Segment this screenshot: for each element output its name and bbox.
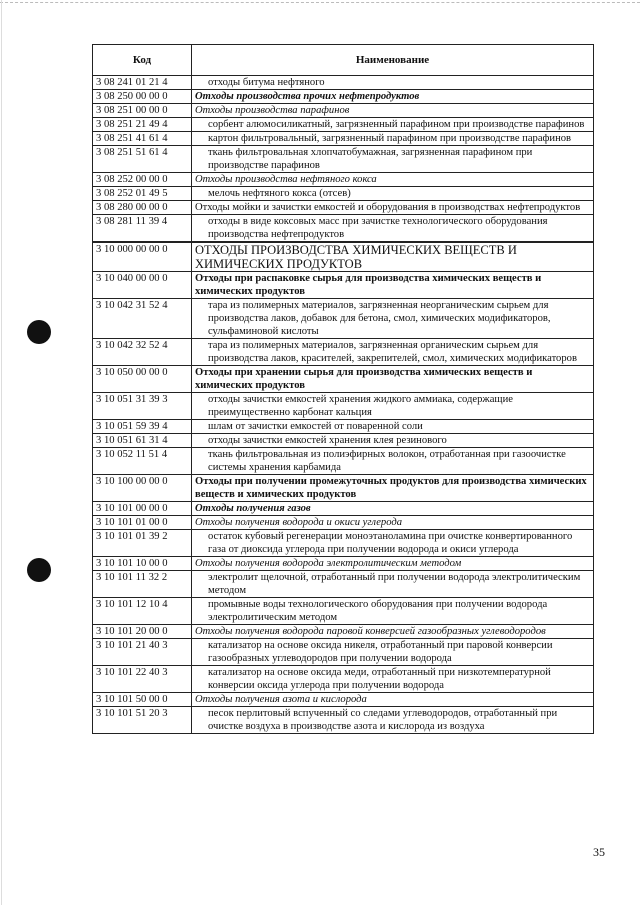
- waste-code: 3 08 281 11 39 4: [93, 215, 192, 242]
- waste-name: Отходы получения газов: [192, 502, 594, 516]
- table-row: [93, 132, 594, 146]
- waste-code: 3 10 101 10 00 0: [93, 557, 192, 571]
- waste-name: ОТХОДЫ ПРОИЗВОДСТВА ХИМИЧЕСКИХ ВЕЩЕСТВ И ХИМИЧЕСКИХ ПРОДУКТОВ: [192, 243, 594, 272]
- table-row: [93, 299, 594, 339]
- waste-code: 3 10 101 12 10 4: [93, 598, 192, 625]
- waste-name: катализатор на основе оксида меди, отработанный при низкотемпературной конверсии оксида углерода при получении водорода: [192, 666, 594, 693]
- waste-name: Отходы производства прочих нефтепродуктов: [192, 90, 594, 104]
- table-row: [93, 625, 594, 639]
- waste-name: мелочь нефтяного кокса (отсев): [192, 187, 594, 201]
- punch-hole: [27, 320, 51, 344]
- waste-name: ткань фильтровальная хлопчатобумажная, загрязненная парафином при производстве парафинов: [192, 146, 594, 173]
- waste-name: катализатор на основе оксида никеля, отработанный при паровой конверсии газообразных углеводородов при получении водорода: [192, 639, 594, 666]
- table-row: [93, 366, 594, 393]
- table-body: [93, 76, 594, 734]
- waste-code: 3 10 101 01 00 0: [93, 516, 192, 530]
- table-row: [93, 201, 594, 215]
- waste-code: 3 08 251 51 61 4: [93, 146, 192, 173]
- waste-code: 3 10 042 31 52 4: [93, 299, 192, 339]
- waste-code: 3 10 000 00 00 0: [93, 243, 192, 272]
- waste-name: отходы зачистки емкостей хранения клея резинового: [192, 434, 594, 448]
- waste-code: 3 10 050 00 00 0: [93, 366, 192, 393]
- waste-name: тара из полимерных материалов, загрязненная органическим сырьем для производства лаков, красителей, закрепителей, смол, химических модификаторов: [192, 339, 594, 366]
- waste-code: 3 10 051 31 39 3: [93, 393, 192, 420]
- table-row: [93, 76, 594, 90]
- waste-code: 3 08 252 00 00 0: [93, 173, 192, 187]
- waste-name: песок перлитовый вспученный со следами углеводородов, отработанный при очистке воздуха в производстве азота и кислорода из воздуха: [192, 707, 594, 734]
- table-row: [93, 475, 594, 502]
- waste-name: Отходы мойки и зачистки емкостей и оборудования в производствах нефтепродуктов: [192, 201, 594, 215]
- table-row: [93, 598, 594, 625]
- waste-code: 3 08 241 01 21 4: [93, 76, 192, 90]
- table-row: [93, 272, 594, 299]
- waste-name: Отходы получения азота и кислорода: [192, 693, 594, 707]
- table-header-row: [93, 45, 594, 76]
- waste-code: 3 10 051 61 31 4: [93, 434, 192, 448]
- table-row: [93, 530, 594, 557]
- waste-name: картон фильтровальный, загрязненный парафином при производстве парафинов: [192, 132, 594, 146]
- waste-name: Отходы получения водорода паровой конверсией газообразных углеводородов: [192, 625, 594, 639]
- page-edge-top: [0, 2, 640, 3]
- waste-code: 3 10 100 00 00 0: [93, 475, 192, 502]
- table-row: [93, 557, 594, 571]
- waste-code: 3 08 251 21 49 4: [93, 118, 192, 132]
- waste-name: промывные воды технологического оборудования при получении водорода электролитическим методом: [192, 598, 594, 625]
- waste-name: шлам от зачистки емкостей от поваренной соли: [192, 420, 594, 434]
- waste-name: отходы в виде коксовых масс при зачистке технологического оборудования производства нефтепродуктов: [192, 215, 594, 242]
- table-row: [93, 420, 594, 434]
- table-row: [93, 215, 594, 242]
- waste-code: 3 10 101 51 20 3: [93, 707, 192, 734]
- table-row: [93, 693, 594, 707]
- waste-code: 3 10 052 11 51 4: [93, 448, 192, 475]
- table-row: [93, 173, 594, 187]
- table-row: [93, 571, 594, 598]
- waste-code: 3 10 101 01 39 2: [93, 530, 192, 557]
- waste-code: 3 10 101 20 00 0: [93, 625, 192, 639]
- waste-name: Отходы получения водорода и окиси углерода: [192, 516, 594, 530]
- waste-name: Отходы производства парафинов: [192, 104, 594, 118]
- page-edge-left: [1, 0, 2, 905]
- table-row: [93, 516, 594, 530]
- waste-code: 3 10 101 21 40 3: [93, 639, 192, 666]
- waste-code: 3 08 252 01 49 5: [93, 187, 192, 201]
- table-row: [93, 666, 594, 693]
- waste-code: 3 10 101 11 32 2: [93, 571, 192, 598]
- punch-hole: [27, 558, 51, 582]
- waste-code: 3 08 251 00 00 0: [93, 104, 192, 118]
- table-row: [93, 639, 594, 666]
- waste-name: электролит щелочной, отработанный при получении водорода электролитическим методом: [192, 571, 594, 598]
- waste-code: 3 10 051 59 39 4: [93, 420, 192, 434]
- waste-code: 3 08 250 00 00 0: [93, 90, 192, 104]
- table-row: [93, 146, 594, 173]
- waste-name: отходы битума нефтяного: [192, 76, 594, 90]
- table-row: [93, 448, 594, 475]
- table-row: [93, 187, 594, 201]
- waste-name: Отходы при хранении сырья для производства химических веществ и химических продуктов: [192, 366, 594, 393]
- waste-name: тара из полимерных материалов, загрязненная неорганическим сырьем для производства лаков, добавок для бетона, смол, химических модификаторов, сульфаминовой кислоты: [192, 299, 594, 339]
- column-header-code: Код: [93, 45, 192, 76]
- waste-name: остаток кубовый регенерации моноэтаноламина при очистке конвертированного газа от диоксида углерода при получении водорода и окиси углерода: [192, 530, 594, 557]
- waste-code: 3 08 251 41 61 4: [93, 132, 192, 146]
- waste-name: Отходы при получении промежуточных продуктов для производства химических веществ и химических продуктов: [192, 475, 594, 502]
- waste-name: отходы зачистки емкостей хранения жидкого аммиака, содержащие преимущественно карбонат кальция: [192, 393, 594, 420]
- waste-classifier-table: [92, 44, 594, 734]
- table-row: [93, 393, 594, 420]
- page-number: 35: [593, 845, 605, 859]
- waste-code: 3 10 101 22 40 3: [93, 666, 192, 693]
- waste-code: 3 10 101 50 00 0: [93, 693, 192, 707]
- waste-name: ткань фильтровальная из полиэфирных волокон, отработанная при газоочистке системы хранения карбамида: [192, 448, 594, 475]
- waste-code: 3 10 042 32 52 4: [93, 339, 192, 366]
- column-header-name: Наименование: [192, 45, 594, 76]
- waste-name: сорбент алюмосиликатный, загрязненный парафином при производстве парафинов: [192, 118, 594, 132]
- waste-name: Отходы получения водорода электролитическим методом: [192, 557, 594, 571]
- table-row: [93, 707, 594, 734]
- table-row: [93, 118, 594, 132]
- table-row: [93, 502, 594, 516]
- table-row: [93, 104, 594, 118]
- waste-code: 3 10 040 00 00 0: [93, 272, 192, 299]
- waste-name: Отходы при распаковке сырья для производства химических веществ и химических продуктов: [192, 272, 594, 299]
- table-row: [93, 434, 594, 448]
- waste-code: 3 10 101 00 00 0: [93, 502, 192, 516]
- table-row: [93, 90, 594, 104]
- waste-name: Отходы производства нефтяного кокса: [192, 173, 594, 187]
- table-row: [93, 243, 594, 272]
- table-row: [93, 339, 594, 366]
- waste-code: 3 08 280 00 00 0: [93, 201, 192, 215]
